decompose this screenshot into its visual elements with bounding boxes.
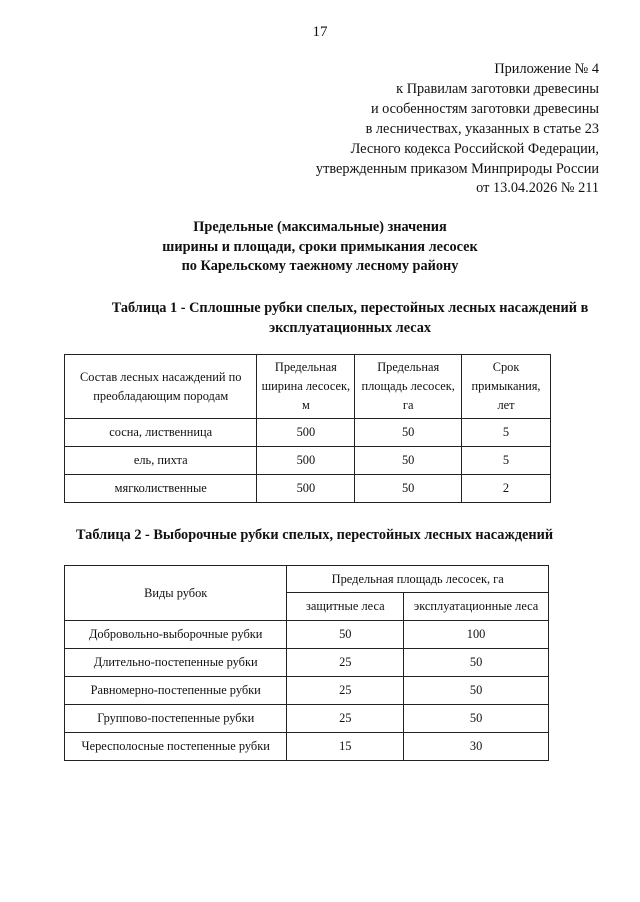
appendix-line: Приложение № 4 (494, 61, 599, 77)
cell-adjacency: 2 (462, 475, 551, 503)
title-line: по Карельскому таежному лесному району (181, 258, 459, 274)
column-header-operational: эксплуатационные леса (404, 593, 549, 621)
page-number: 17 (312, 24, 328, 40)
table-row (65, 733, 549, 761)
document-title (0, 218, 640, 277)
table-row (65, 447, 551, 475)
table1-title-line: эксплуатационных лесах (268, 319, 432, 336)
table2-title: Таблица 2 - Выборочные рубки спелых, перестойных лесных насаждений (76, 527, 554, 543)
appendix-line: в лесничествах, указанных в статье 23 (365, 120, 599, 137)
column-group-header-area: Предельная площадь лесосек, га (287, 566, 549, 593)
table1-title (60, 299, 640, 338)
column-header-protective: защитные леса (287, 593, 404, 621)
table-header-row (65, 355, 551, 419)
cell-operational: 100 (404, 621, 549, 649)
table-clear-cutting (64, 354, 551, 503)
title-line: ширины и площади, сроки примыкания лесосек (162, 238, 478, 255)
cell-protective: 25 (287, 649, 404, 677)
cell-composition: ель, пихта (65, 447, 257, 475)
cell-width: 500 (257, 447, 355, 475)
cell-protective: 25 (287, 705, 404, 733)
cell-width: 500 (257, 475, 355, 503)
column-header-cutting-type: Виды рубок (65, 566, 287, 621)
cell-protective: 15 (287, 733, 404, 761)
cell-cutting-type: Чересполосные постепенные рубки (65, 733, 287, 761)
appendix-reference (316, 60, 599, 199)
table-selective-cutting (64, 565, 549, 761)
cell-cutting-type: Равномерно-постепенные рубки (65, 677, 287, 705)
cell-cutting-type: Группово-постепенные рубки (65, 705, 287, 733)
cell-width: 500 (257, 419, 355, 447)
cell-composition: мягколиственные (65, 475, 257, 503)
appendix-line: Лесного кодекса Российской Федерации, (350, 140, 599, 157)
table-row (65, 677, 549, 705)
cell-protective: 50 (287, 621, 404, 649)
table-row (65, 705, 549, 733)
cell-area: 50 (355, 419, 462, 447)
cell-operational: 50 (404, 649, 549, 677)
column-header-composition: Состав лесных насаждений по преобладающим породам (65, 355, 257, 419)
cell-area: 50 (355, 447, 462, 475)
table-row (65, 649, 549, 677)
cell-adjacency: 5 (462, 447, 551, 475)
cell-operational: 50 (404, 705, 549, 733)
cell-operational: 30 (404, 733, 549, 761)
appendix-line: от 13.04.2026 № 211 (476, 180, 599, 197)
table-row (65, 475, 551, 503)
cell-adjacency: 5 (462, 419, 551, 447)
cell-cutting-type: Длительно-постепенные рубки (65, 649, 287, 677)
column-header-adjacency: Срок примыкания, лет (462, 355, 551, 419)
cell-area: 50 (355, 475, 462, 503)
cell-operational: 50 (404, 677, 549, 705)
cell-cutting-type: Добровольно-выборочные рубки (65, 621, 287, 649)
table1-title-line: Таблица 1 - Сплошные рубки спелых, перестойных лесных насаждений в (111, 300, 589, 316)
cell-composition: сосна, лиственница (65, 419, 257, 447)
table-header-row (65, 566, 549, 593)
column-header-area: Предельная площадь лесосек, га (355, 355, 462, 419)
title-line: Предельные (максимальные) значения (193, 219, 447, 235)
appendix-line: к Правилам заготовки древесины (396, 80, 599, 97)
table-row (65, 621, 549, 649)
table-row (65, 419, 551, 447)
cell-protective: 25 (287, 677, 404, 705)
appendix-line: утвержденным приказом Минприроды России (315, 160, 599, 177)
appendix-line: и особенностям заготовки древесины (370, 100, 599, 117)
column-header-width: Предельная ширина лесосек, м (257, 355, 355, 419)
